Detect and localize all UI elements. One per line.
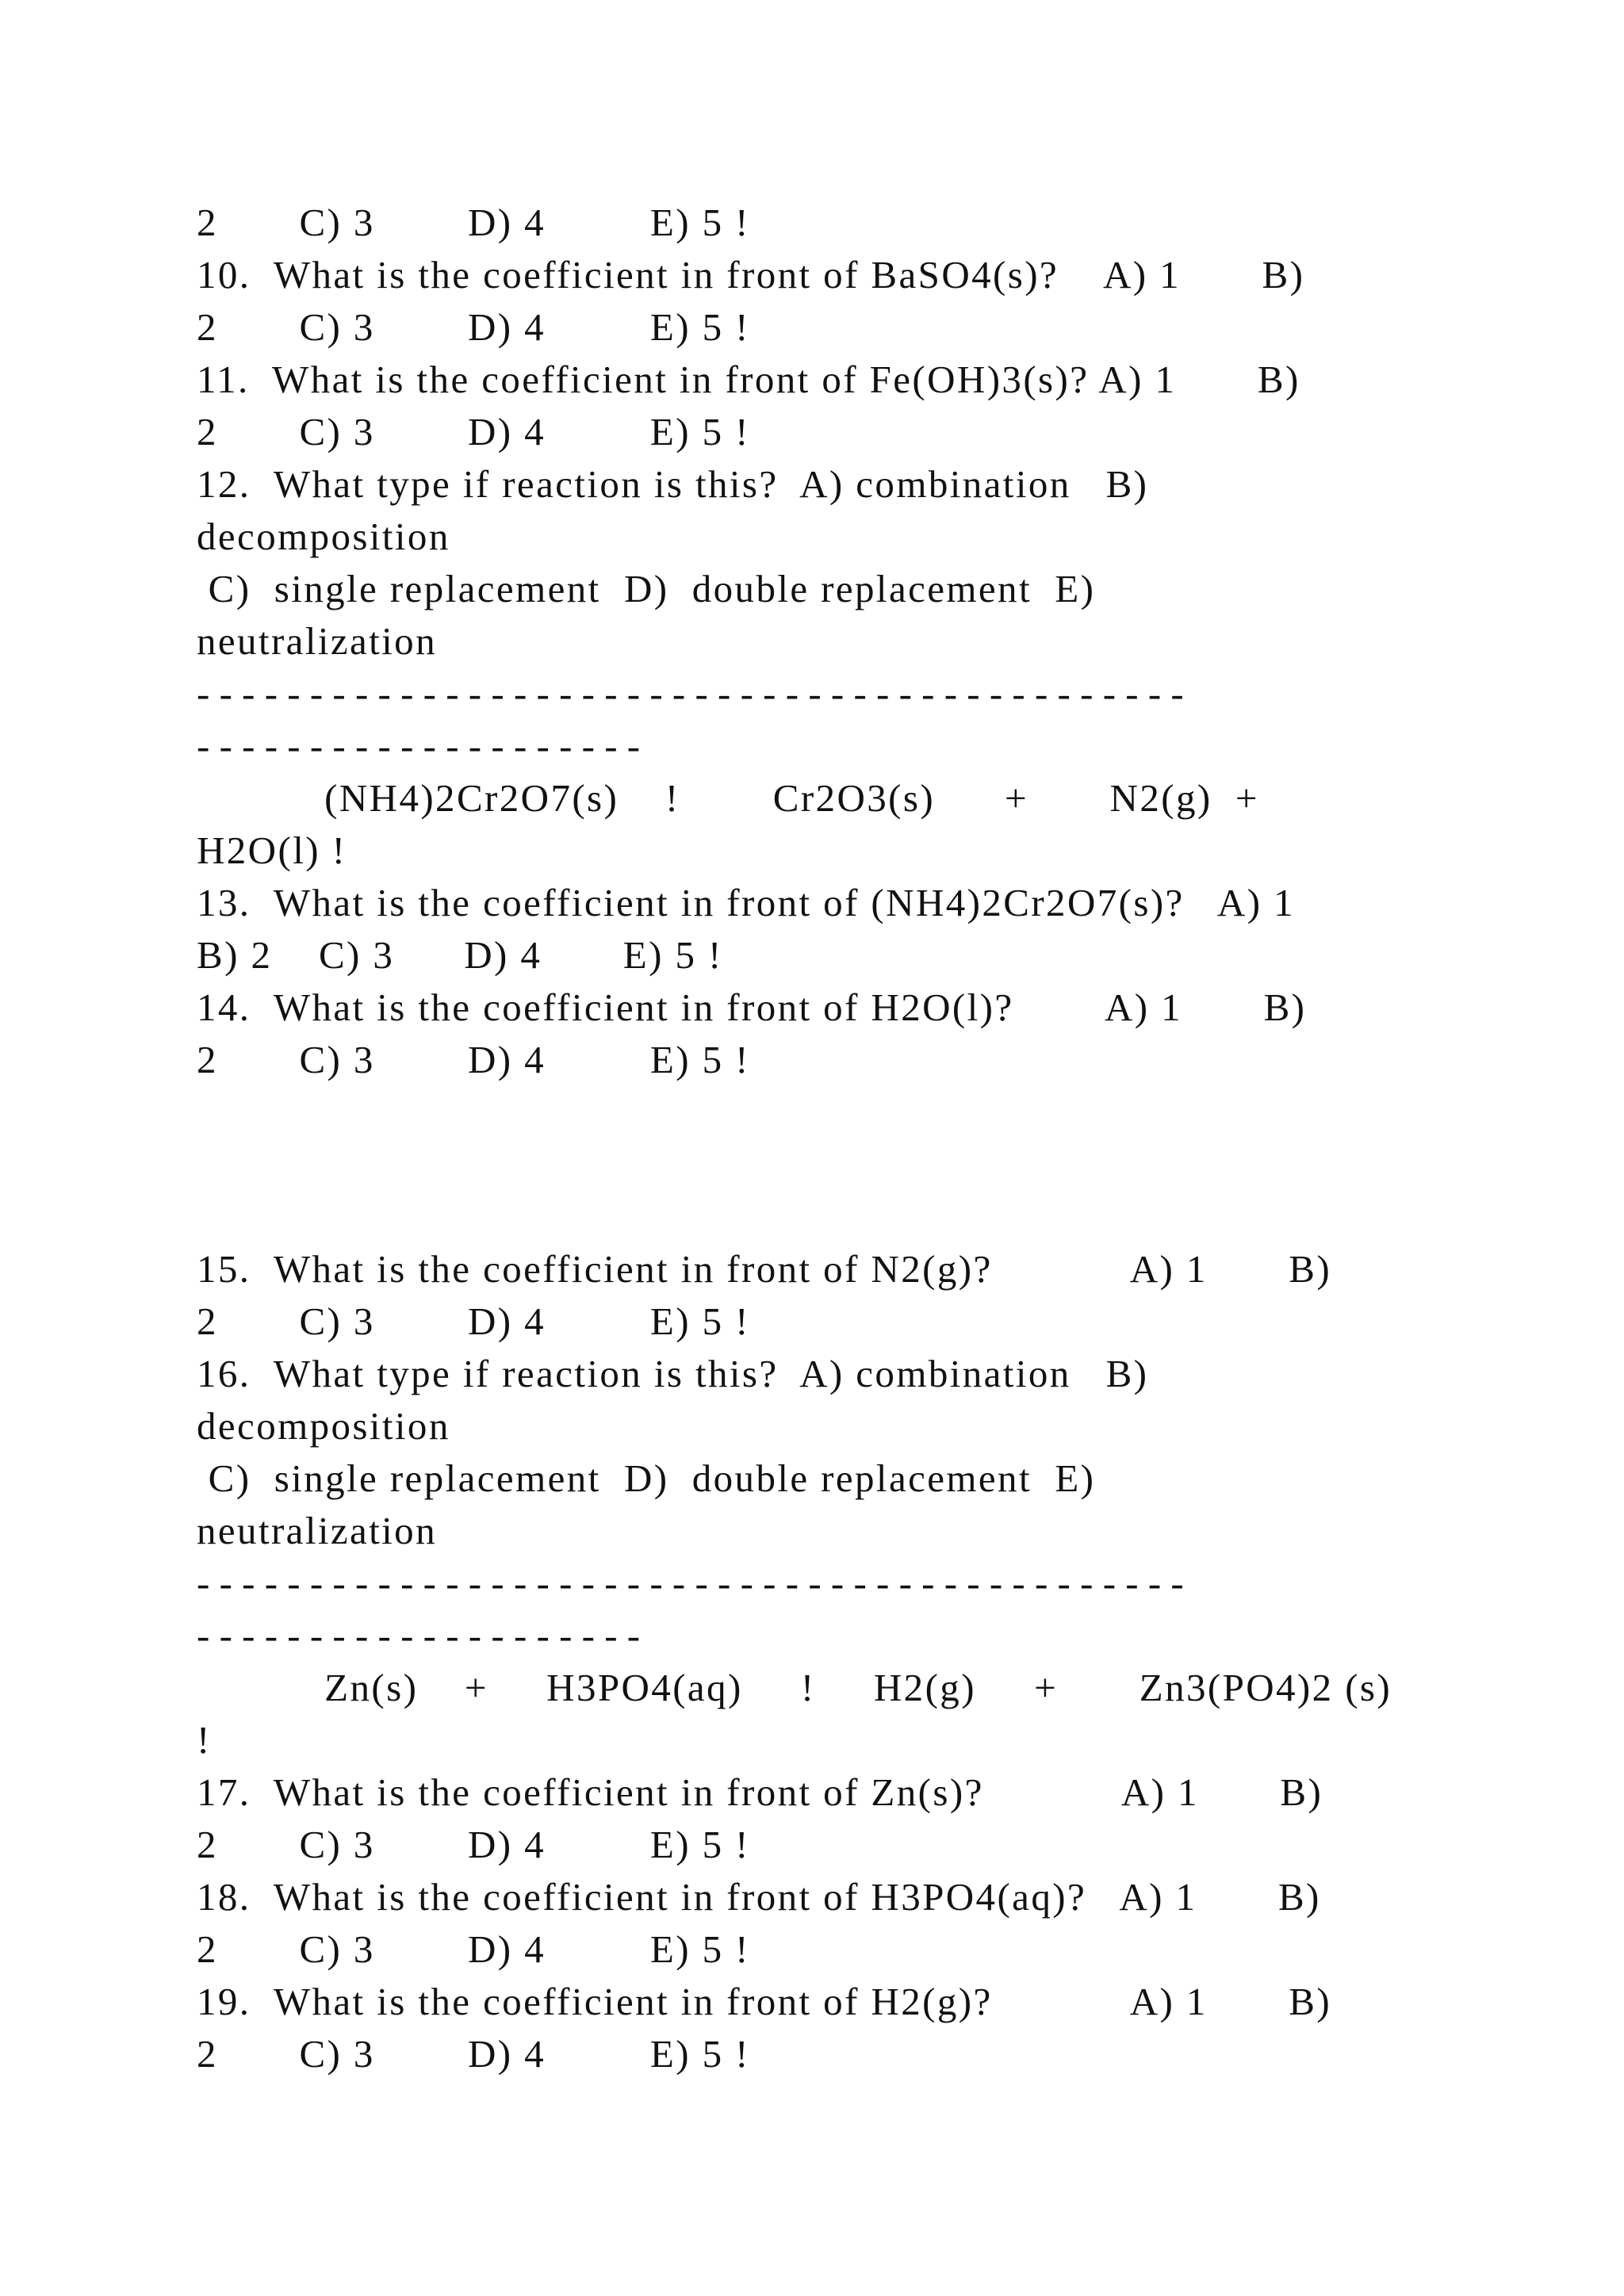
- question-10: 10. What is the coefficient in front of BaSO4(s)? A) 1 B): [197, 253, 1305, 297]
- question-16-options: C) single replacement D) double replacement E): [197, 1456, 1096, 1500]
- question-16-options-continued: neutralization: [197, 1509, 437, 1552]
- question-11: 11. What is the coefficient in front of Fe(OH)3(s)? A) 1 B): [197, 358, 1300, 401]
- question-16: 16. What type if reaction is this? A) combination B): [197, 1352, 1149, 1395]
- question-18: 18. What is the coefficient in front of H3PO4(aq)? A) 1 B): [197, 1875, 1321, 1919]
- question-17: 17. What is the coefficient in front of Zn(s)? A) 1 B): [197, 1770, 1323, 1814]
- question-12-options-continued: neutralization: [197, 619, 437, 663]
- question-16-continued: decomposition: [197, 1404, 450, 1448]
- question-19: 19. What is the coefficient in front of H2(g)? A) 1 B): [197, 1980, 1332, 2023]
- dashed-divider: - - - - - - - - - - - - - - - - - - - - - - - - - - - - - - - - - - - - - - - - - - - -: [197, 1561, 1184, 1605]
- dashed-divider: - - - - - - - - - - - - - - - - - - - - - - - - - - - - - - - - - - - - - - - - - - - -: [197, 672, 1184, 715]
- dashed-divider-continued: - - - - - - - - - - - - - - - - - - - -: [197, 1613, 641, 1657]
- chemical-equation-continued: H2O(l) !: [197, 828, 347, 872]
- answer-options-line: 2 C) 3 D) 4 E) 5 !: [197, 410, 750, 453]
- answer-options-line: 2 C) 3 D) 4 E) 5 !: [197, 1299, 750, 1343]
- question-13: 13. What is the coefficient in front of (NH4)2Cr2O7(s)? A) 1: [197, 881, 1295, 924]
- answer-options-line: 2 C) 3 D) 4 E) 5 !: [197, 1927, 750, 1971]
- answer-options-line: B) 2 C) 3 D) 4 E) 5 !: [197, 933, 723, 977]
- answer-options-line: 2 C) 3 D) 4 E) 5 !: [197, 1823, 750, 1866]
- question-15: 15. What is the coefficient in front of N2(g)? A) 1 B): [197, 1247, 1332, 1291]
- question-12-options: C) single replacement D) double replacement E): [197, 567, 1096, 610]
- question-14: 14. What is the coefficient in front of H2O(l)? A) 1 B): [197, 985, 1307, 1029]
- answer-options-line: 2 C) 3 D) 4 E) 5 !: [197, 1038, 750, 1081]
- chemical-equation-continued: !: [197, 1718, 212, 1762]
- question-12: 12. What type if reaction is this? A) combination B): [197, 462, 1149, 506]
- answer-options-line: 2 C) 3 D) 4 E) 5 !: [197, 201, 750, 244]
- chemical-equation: (NH4)2Cr2O7(s) ! Cr2O3(s) + N2(g) +: [197, 776, 1259, 820]
- answer-options-line: 2 C) 3 D) 4 E) 5 !: [197, 305, 750, 349]
- answer-options-line: 2 C) 3 D) 4 E) 5 !: [197, 2032, 750, 2076]
- dashed-divider-continued: - - - - - - - - - - - - - - - - - - - -: [197, 724, 641, 767]
- question-12-continued: decomposition: [197, 515, 450, 558]
- chemical-equation: Zn(s) + H3PO4(aq) ! H2(g) + Zn3(PO4)2 (s): [197, 1666, 1392, 1709]
